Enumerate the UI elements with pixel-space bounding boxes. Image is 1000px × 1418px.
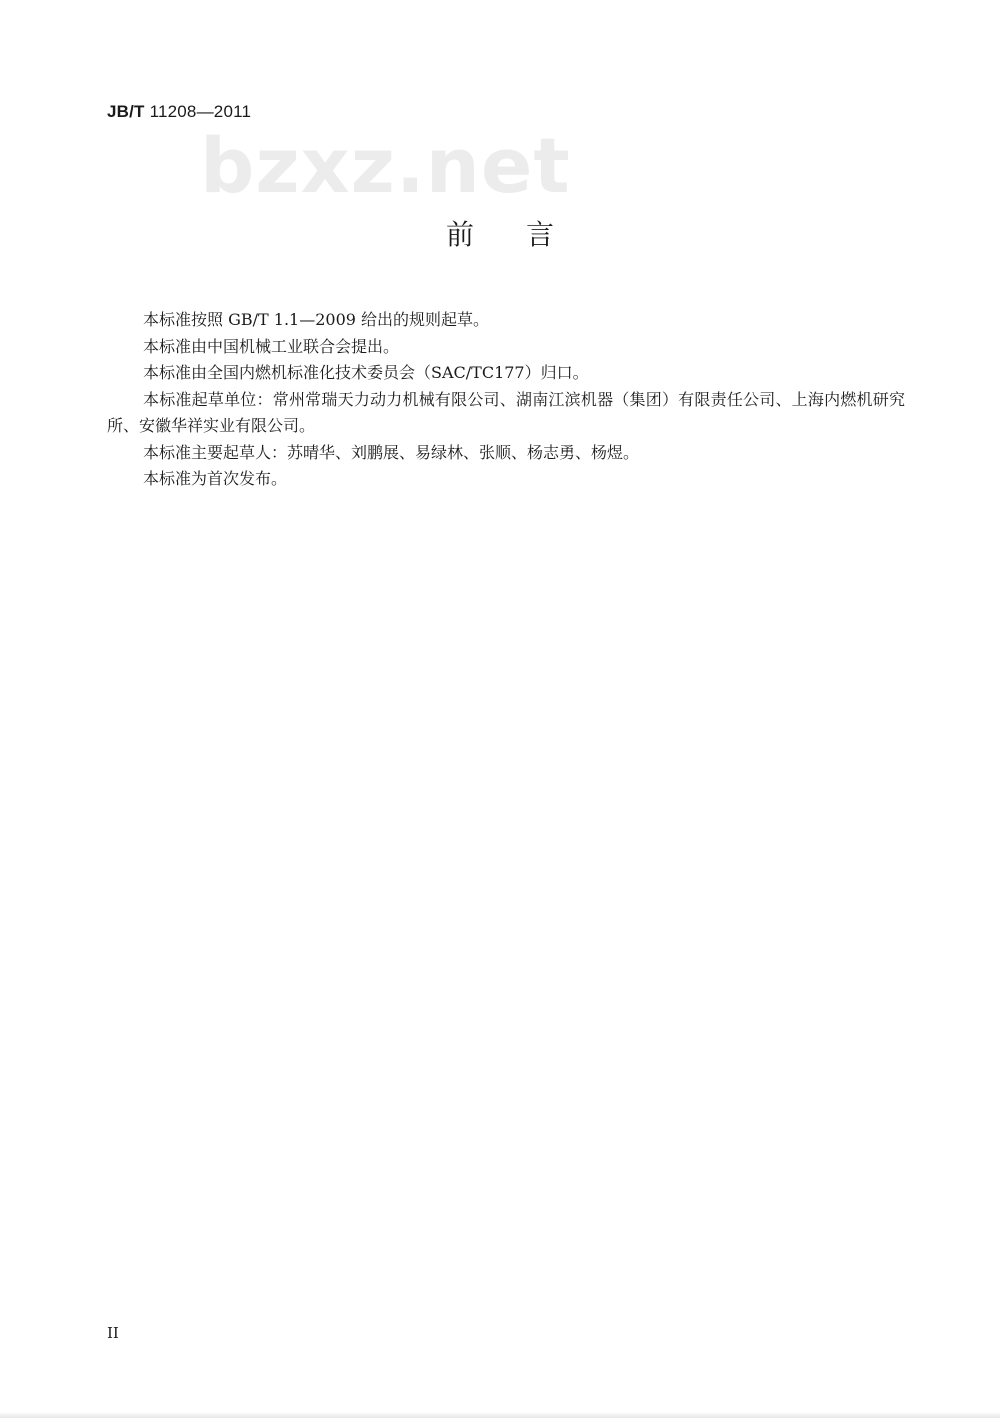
page-title (0, 213, 1000, 253)
paragraph-drafting-rules: 本标准按照 GB/T 1.1—2009 给出的规则起草。 (143, 310, 490, 329)
document-code-number: 11208—2011 (149, 102, 252, 121)
page-number: II (107, 1324, 119, 1342)
page-bottom-edge (0, 1412, 1000, 1418)
paragraph-drafting-units: 本标准起草单位：常州常瑞天力动力机械有限公司、湖南江滨机器（集团）有限责任公司、上海内燃机研究所、安徽华祥实业有限公司。 (107, 389, 905, 435)
document-code (107, 102, 251, 122)
paragraph-drafters: 本标准主要起草人：苏晴华、刘鹏展、易绿林、张顺、杨志勇、杨煜。 (143, 442, 640, 462)
document-code-prefix: JB/T (107, 102, 145, 121)
paragraph-first-release: 本标准为首次发布。 (143, 469, 288, 488)
paragraph-administration: 本标准由全国内燃机标准化技术委员会（SAC/TC177）归口。 (143, 363, 589, 382)
watermark: bzxz.net (200, 121, 571, 210)
title-char-1: 前 (445, 218, 474, 251)
paragraph-proposer: 本标准由中国机械工业联合会提出。 (143, 336, 400, 356)
foreword-body (107, 307, 905, 493)
title-char-2: 言 (526, 218, 555, 251)
